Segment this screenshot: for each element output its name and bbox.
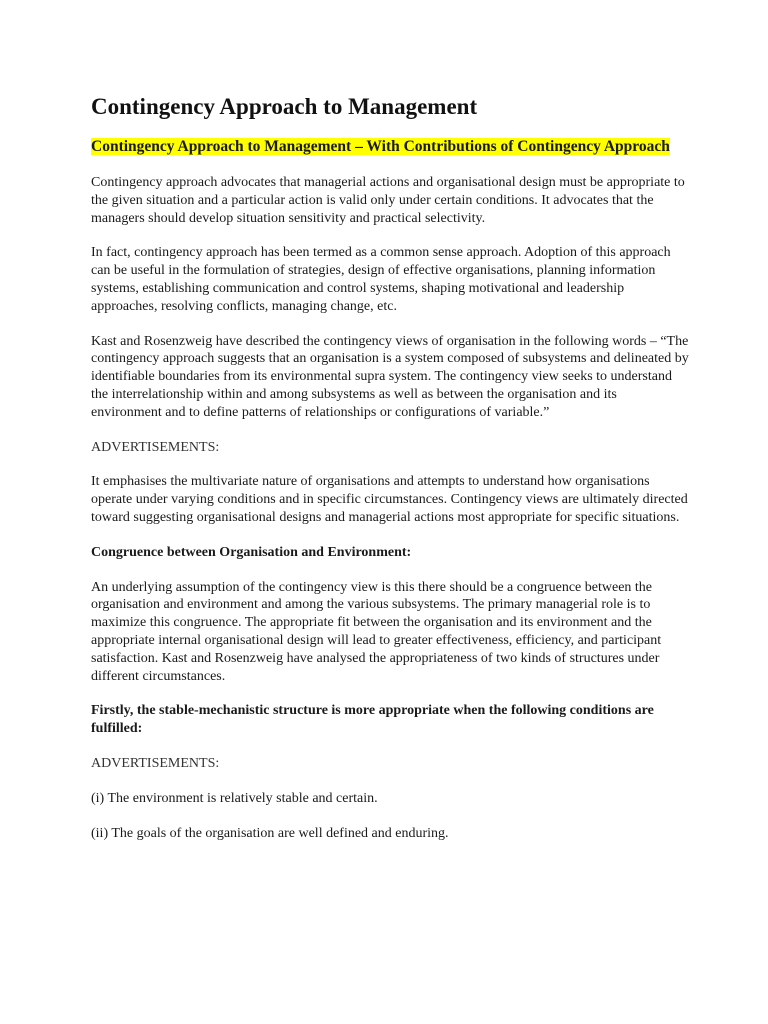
list-item-condition-2: (ii) The goals of the organisation are well defined and enduring. bbox=[91, 825, 449, 841]
document-page bbox=[91, 92, 691, 859]
paragraph-multivariate: It emphasises the multivariate nature of organisations and attempts to understand how organisations operate under varying conditions and in specific circumstances. Contingency views are ultimately directed toward suggesting organisational designs and managerial actions most appropriate for specific situations. bbox=[91, 474, 688, 525]
highlighted-subtitle bbox=[91, 136, 691, 158]
list-item-condition-1: (i) The environment is relatively stable and certain. bbox=[91, 790, 378, 806]
subtitle-highlight-text: Contingency Approach to Management – With Contributions of Contingency Approach bbox=[91, 138, 670, 155]
section-heading-congruence: Congruence between Organisation and Environment: bbox=[91, 544, 412, 560]
advertisements-label: ADVERTISEMENTS: bbox=[91, 439, 220, 455]
section-heading-stable-mechanistic: Firstly, the stable-mechanistic structure is more appropriate when the following conditions are fulfilled: bbox=[91, 703, 654, 737]
document-title: Contingency Approach to Management bbox=[91, 94, 478, 119]
paragraph-intro: Contingency approach advocates that managerial actions and organisational design must be appropriate to the given situation and a particular action is valid only under certain conditions. It advocates that the managers should develop situation sensitivity and practical selectivity. bbox=[91, 175, 685, 226]
paragraph-congruence: An underlying assumption of the contingency view is this there should be a congruence between the organisation and environment and among the various subsystems. The primary managerial role is to maximize this congruence. The appropriate fit between the organisation and its environment and the appropriate internal organisational design will lead to greater effectiveness, efficiency, and participant satisfaction. Kast and Rosenzweig have analysed the appropriateness of two kinds of structures under different circumstances. bbox=[91, 579, 662, 684]
paragraph-common-sense: In fact, contingency approach has been termed as a common sense approach. Adoption of this approach can be useful in the formulation of strategies, design of effective organisations, planning information systems, establishing communication and control systems, shaping motivational and leadership approaches, resolving conflicts, managing change, etc. bbox=[91, 245, 671, 314]
advertisements-label: ADVERTISEMENTS: bbox=[91, 755, 220, 771]
paragraph-kast-rosenzweig-quote: Kast and Rosenzweig have described the contingency views of organisation in the following words – “The contingency approach suggests that an organisation is a system composed of subsystems and delineated by identifiable boundaries from its environmental supra system. The contingency view seeks to understand the interrelationship within and among subsystems as well as between the organisation and its environment and to define patterns of relationships or configurations of variable.” bbox=[91, 333, 689, 420]
